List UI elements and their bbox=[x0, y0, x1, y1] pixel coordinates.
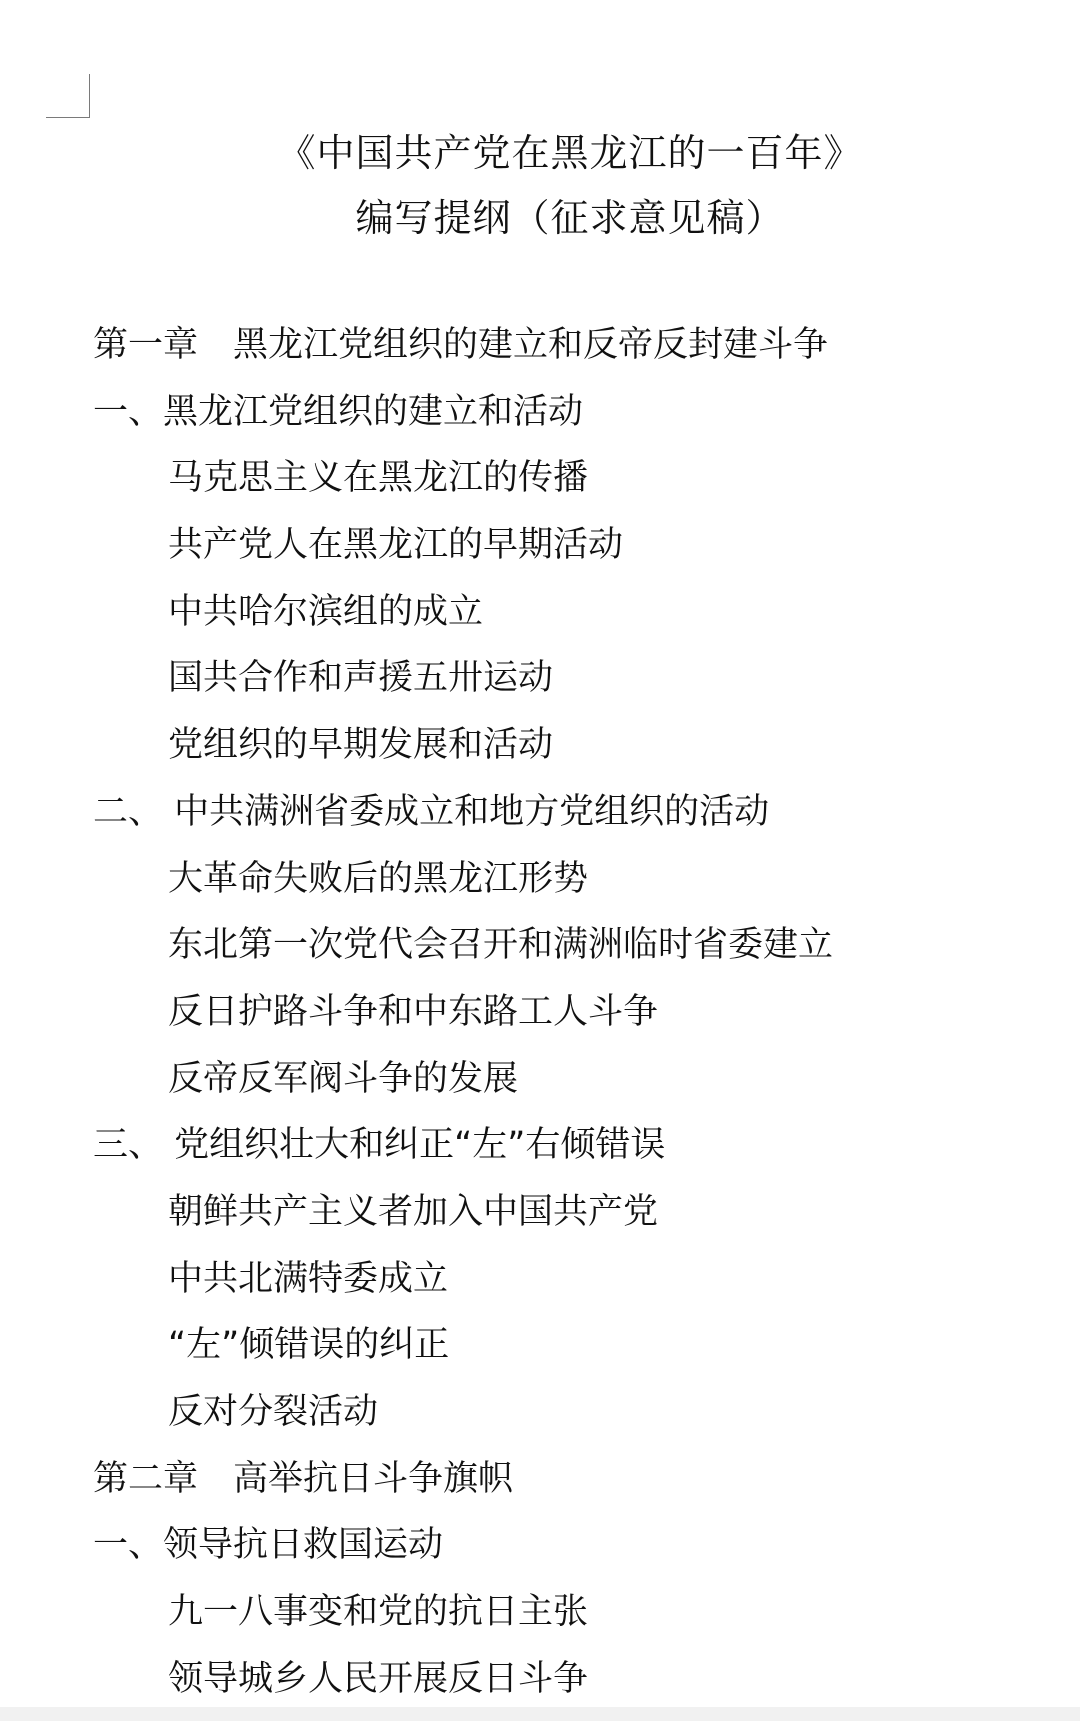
document-subtitle: 编写提纲（征求意见稿） bbox=[355, 196, 785, 240]
page-corner-mark bbox=[46, 74, 90, 118]
subsection-item: 共产党人在黑龙江的早期活动 bbox=[168, 525, 624, 566]
subsection-item: 马克思主义在黑龙江的传播 bbox=[168, 458, 589, 499]
section-heading: 二、 中共满洲省委成立和地方党组织的活动 bbox=[93, 791, 770, 832]
subsection-item: 领导城乡人民开展反日斗争 bbox=[168, 1658, 589, 1699]
subsection-item: 国共合作和声援五卅运动 bbox=[168, 658, 554, 699]
subsection-item: 朝鲜共产主义者加入中国共产党 bbox=[168, 1191, 659, 1232]
subsection-item: 东北第一次党代会召开和满洲临时省委建立 bbox=[168, 925, 834, 966]
subsection-item: 党组织的早期发展和活动 bbox=[168, 725, 554, 766]
chapter-heading: 第二章 高举抗日斗争旗帜 bbox=[93, 1458, 514, 1499]
bottom-edge-bar bbox=[0, 1707, 1080, 1721]
subsection-item: 反日护路斗争和中东路工人斗争 bbox=[168, 991, 659, 1032]
outline-list bbox=[0, 325, 1080, 1725]
document-title: 《中国共产党在黑龙江的一百年》 bbox=[277, 131, 863, 175]
subsection-item: 九一八事变和党的抗日主张 bbox=[168, 1592, 589, 1633]
subsection-item: 中共哈尔滨组的成立 bbox=[168, 591, 484, 632]
section-heading: 三、 党组织壮大和纠正“左”右倾错误 bbox=[93, 1125, 666, 1166]
chapter-heading: 第一章 黑龙江党组织的建立和反帝反封建斗争 bbox=[93, 325, 829, 365]
section-heading: 一、黑龙江党组织的建立和活动 bbox=[93, 391, 584, 432]
subsection-item: 反帝反军阀斗争的发展 bbox=[168, 1058, 519, 1099]
subsection-item: 大革命失败后的黑龙江形势 bbox=[168, 858, 589, 899]
section-heading: 一、领导抗日救国运动 bbox=[93, 1525, 444, 1566]
subsection-item: 反对分裂活动 bbox=[168, 1392, 379, 1432]
subsection-item: 中共北满特委成立 bbox=[168, 1258, 449, 1299]
subsection-item: “左”倾错误的纠正 bbox=[168, 1325, 450, 1366]
